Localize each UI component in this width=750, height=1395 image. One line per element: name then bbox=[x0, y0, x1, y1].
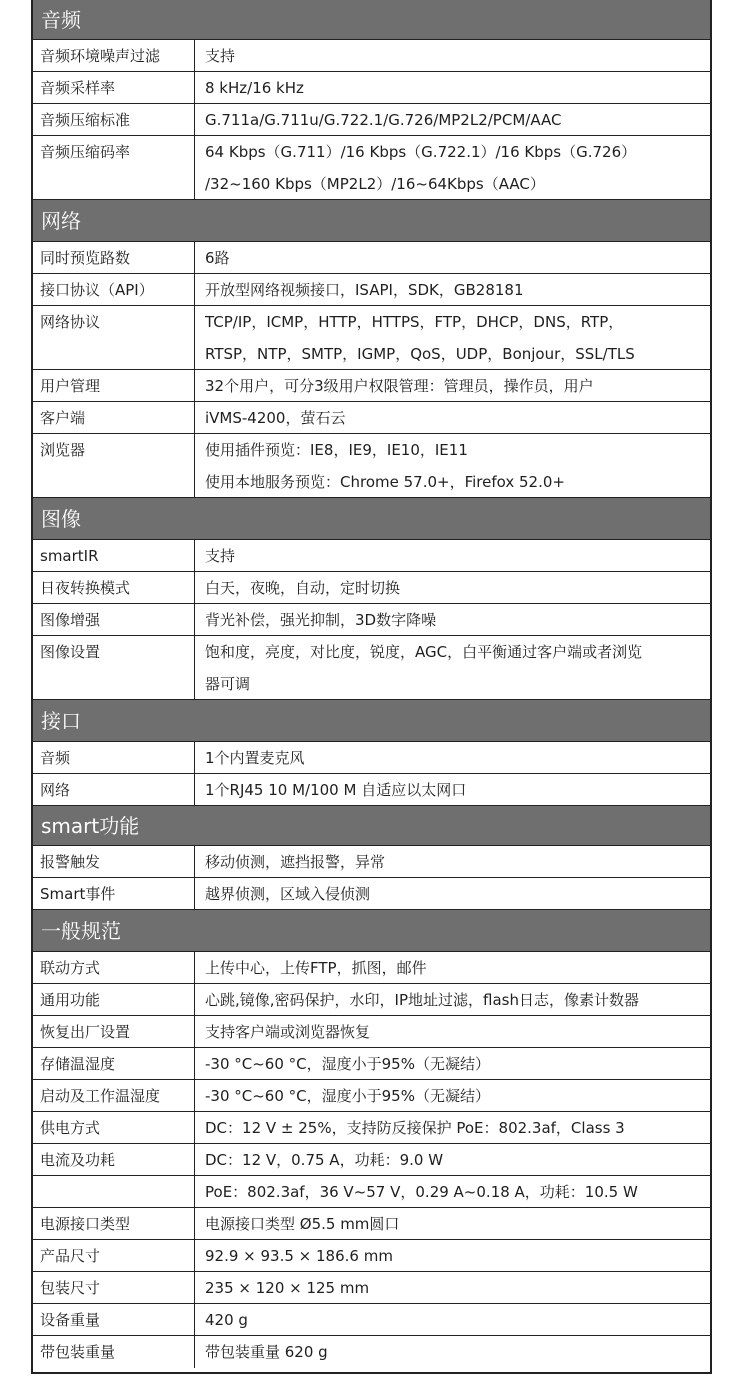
spec-value bbox=[195, 742, 710, 773]
spec-row bbox=[33, 1144, 710, 1176]
spec-value-line: 1个内置麦克风 bbox=[205, 749, 305, 767]
spec-value bbox=[195, 1272, 710, 1303]
spec-label: 网络协议 bbox=[33, 306, 195, 369]
spec-label: 接口协议（API） bbox=[33, 274, 195, 305]
spec-row bbox=[33, 1272, 710, 1304]
spec-label: 包装尺寸 bbox=[33, 1272, 195, 1303]
spec-row bbox=[33, 774, 710, 806]
spec-value bbox=[195, 370, 710, 401]
spec-value bbox=[195, 846, 710, 877]
spec-row bbox=[33, 242, 710, 274]
spec-row bbox=[33, 1176, 710, 1208]
spec-label: 产品尺寸 bbox=[33, 1240, 195, 1271]
spec-value-line: G.711a/G.711u/G.722.1/G.726/MP2L2/PCM/AAC bbox=[205, 111, 562, 129]
spec-label: 日夜转换模式 bbox=[33, 572, 195, 603]
spec-value bbox=[195, 1176, 710, 1207]
spec-row bbox=[33, 434, 710, 498]
spec-value-line: /32~160 Kbps（MP2L2）/16~64Kbps（AAC） bbox=[205, 175, 545, 193]
spec-label: smartIR bbox=[33, 540, 195, 571]
spec-value bbox=[195, 1304, 710, 1335]
spec-value-line: DC：12 V ± 25%，支持防反接保护 PoE：802.3af，Class 3 bbox=[205, 1119, 625, 1137]
spec-label: 存储温湿度 bbox=[33, 1048, 195, 1079]
spec-value-line: 开放型网络视频接口，ISAPI，SDK，GB28181 bbox=[205, 281, 524, 299]
spec-value-line: PoE：802.3af，36 V~57 V，0.29 A~0.18 A，功耗：10.5 W bbox=[205, 1183, 638, 1201]
spec-label: 启动及工作温湿度 bbox=[33, 1080, 195, 1111]
spec-value-line: 支持客户端或浏览器恢复 bbox=[205, 1023, 371, 1041]
spec-value bbox=[195, 1208, 710, 1239]
spec-value bbox=[195, 1048, 710, 1079]
spec-label: 报警触发 bbox=[33, 846, 195, 877]
spec-label: 音频 bbox=[33, 742, 195, 773]
spec-value bbox=[195, 242, 710, 273]
spec-value-line: 移动侦测，遮挡报警，异常 bbox=[205, 853, 386, 871]
spec-row bbox=[33, 572, 710, 604]
spec-value bbox=[195, 952, 710, 983]
spec-label: 设备重量 bbox=[33, 1304, 195, 1335]
spec-value-line: 64 Kbps（G.711）/16 Kbps（G.722.1）/16 Kbps（G.726） bbox=[205, 143, 637, 161]
spec-row bbox=[33, 104, 710, 136]
spec-value bbox=[195, 306, 710, 369]
spec-value bbox=[195, 540, 710, 571]
spec-value bbox=[195, 1016, 710, 1047]
spec-value bbox=[195, 136, 710, 199]
spec-row bbox=[33, 1080, 710, 1112]
spec-value bbox=[195, 636, 710, 699]
spec-label: 带包装重量 bbox=[33, 1336, 195, 1368]
spec-table bbox=[31, 0, 712, 1374]
spec-value-line: 越界侦测，区域入侵侦测 bbox=[205, 885, 371, 903]
spec-value-line: -30 °C~60 °C，湿度小于95%（无凝结） bbox=[205, 1055, 490, 1073]
spec-label: 音频压缩码率 bbox=[33, 136, 195, 199]
spec-label: 电流及功耗 bbox=[33, 1144, 195, 1175]
spec-label: 通用功能 bbox=[33, 984, 195, 1015]
spec-value-line: 420 g bbox=[205, 1311, 248, 1329]
spec-value-line: 使用插件预览：IE8，IE9，IE10，IE11 bbox=[205, 441, 468, 459]
spec-value bbox=[195, 274, 710, 305]
spec-value-line: 235 × 120 × 125 mm bbox=[205, 1279, 370, 1297]
spec-label: Smart事件 bbox=[33, 878, 195, 909]
spec-value-line: 饱和度，亮度，对比度，锐度，AGC，白平衡通过客户端或者浏览 bbox=[205, 643, 643, 661]
spec-value bbox=[195, 402, 710, 433]
spec-value bbox=[195, 434, 710, 497]
spec-label bbox=[33, 1176, 195, 1207]
spec-value-line: 器可调 bbox=[205, 675, 251, 693]
spec-label: 电源接口类型 bbox=[33, 1208, 195, 1239]
spec-label: 用户管理 bbox=[33, 370, 195, 401]
spec-value bbox=[195, 1240, 710, 1271]
spec-value-line: 使用本地服务预览：Chrome 57.0+，Firefox 52.0+ bbox=[205, 473, 565, 491]
spec-value-line: 支持 bbox=[205, 47, 236, 65]
spec-label: 联动方式 bbox=[33, 952, 195, 983]
spec-value bbox=[195, 604, 710, 635]
spec-row bbox=[33, 636, 710, 700]
spec-value bbox=[195, 984, 710, 1015]
spec-value bbox=[195, 1336, 710, 1368]
spec-value bbox=[195, 72, 710, 103]
spec-value bbox=[195, 878, 710, 909]
spec-row bbox=[33, 1048, 710, 1080]
spec-value-line: 8 kHz/16 kHz bbox=[205, 79, 304, 97]
spec-value bbox=[195, 1112, 710, 1143]
spec-label: 同时预览路数 bbox=[33, 242, 195, 273]
spec-value-line: -30 °C~60 °C，湿度小于95%（无凝结） bbox=[205, 1087, 490, 1105]
spec-value-line: TCP/IP，ICMP，HTTP，HTTPS，FTP，DHCP，DNS，RTP， bbox=[205, 313, 624, 331]
spec-label: 浏览器 bbox=[33, 434, 195, 497]
spec-row bbox=[33, 1336, 710, 1368]
spec-row bbox=[33, 984, 710, 1016]
spec-row bbox=[33, 72, 710, 104]
spec-value-line: 32个用户，可分3级用户权限管理：管理员，操作员，用户 bbox=[205, 377, 594, 395]
spec-row bbox=[33, 306, 710, 370]
spec-row bbox=[33, 540, 710, 572]
spec-value-line: DC：12 V，0.75 A，功耗：9.0 W bbox=[205, 1151, 444, 1169]
spec-value-line: 带包装重量 620 g bbox=[205, 1343, 328, 1361]
spec-row bbox=[33, 878, 710, 910]
spec-value bbox=[195, 774, 710, 805]
spec-value-line: 92.9 × 93.5 × 186.6 mm bbox=[205, 1247, 393, 1265]
spec-row bbox=[33, 1304, 710, 1336]
spec-value-line: iVMS-4200，萤石云 bbox=[205, 409, 346, 427]
spec-value-line: 6路 bbox=[205, 249, 230, 267]
spec-label: 客户端 bbox=[33, 402, 195, 433]
spec-label: 音频环境噪声过滤 bbox=[33, 40, 195, 71]
spec-row bbox=[33, 604, 710, 636]
spec-label: 网络 bbox=[33, 774, 195, 805]
spec-value-line: 支持 bbox=[205, 547, 236, 565]
spec-row bbox=[33, 952, 710, 984]
spec-label: 供电方式 bbox=[33, 1112, 195, 1143]
spec-value bbox=[195, 40, 710, 71]
section-header: smart功能 bbox=[33, 806, 710, 846]
spec-row bbox=[33, 1240, 710, 1272]
section-header: 网络 bbox=[33, 200, 710, 242]
spec-row bbox=[33, 846, 710, 878]
spec-label: 图像增强 bbox=[33, 604, 195, 635]
spec-row bbox=[33, 1112, 710, 1144]
spec-row bbox=[33, 1016, 710, 1048]
spec-label: 音频压缩标准 bbox=[33, 104, 195, 135]
section-header: 接口 bbox=[33, 700, 710, 742]
spec-value-line: 1个RJ45 10 M/100 M 自适应以太网口 bbox=[205, 781, 467, 799]
spec-value bbox=[195, 1144, 710, 1175]
spec-value-line: 心跳,镜像,密码保护，水印，IP地址过滤，flash日志，像素计数器 bbox=[205, 991, 639, 1009]
spec-value-line: 白天，夜晚，自动，定时切换 bbox=[205, 579, 401, 597]
section-header: 音频 bbox=[33, 0, 710, 40]
spec-value bbox=[195, 104, 710, 135]
spec-label: 图像设置 bbox=[33, 636, 195, 699]
spec-row bbox=[33, 370, 710, 402]
spec-value-line: 电源接口类型 Ø5.5 mm圆口 bbox=[205, 1215, 400, 1233]
spec-row bbox=[33, 274, 710, 306]
spec-row bbox=[33, 40, 710, 72]
spec-row bbox=[33, 402, 710, 434]
spec-row bbox=[33, 742, 710, 774]
spec-label: 恢复出厂设置 bbox=[33, 1016, 195, 1047]
section-header: 一般规范 bbox=[33, 910, 710, 952]
spec-value-line: 背光补偿，强光抑制，3D数字降噪 bbox=[205, 611, 437, 629]
spec-row bbox=[33, 136, 710, 200]
spec-value-line: RTSP，NTP，SMTP，IGMP，QoS，UDP，Bonjour，SSL/TLS bbox=[205, 345, 635, 363]
spec-value-line: 上传中心，上传FTP，抓图，邮件 bbox=[205, 959, 427, 977]
spec-row bbox=[33, 1208, 710, 1240]
spec-label: 音频采样率 bbox=[33, 72, 195, 103]
section-header: 图像 bbox=[33, 498, 710, 540]
spec-value bbox=[195, 572, 710, 603]
spec-value bbox=[195, 1080, 710, 1111]
